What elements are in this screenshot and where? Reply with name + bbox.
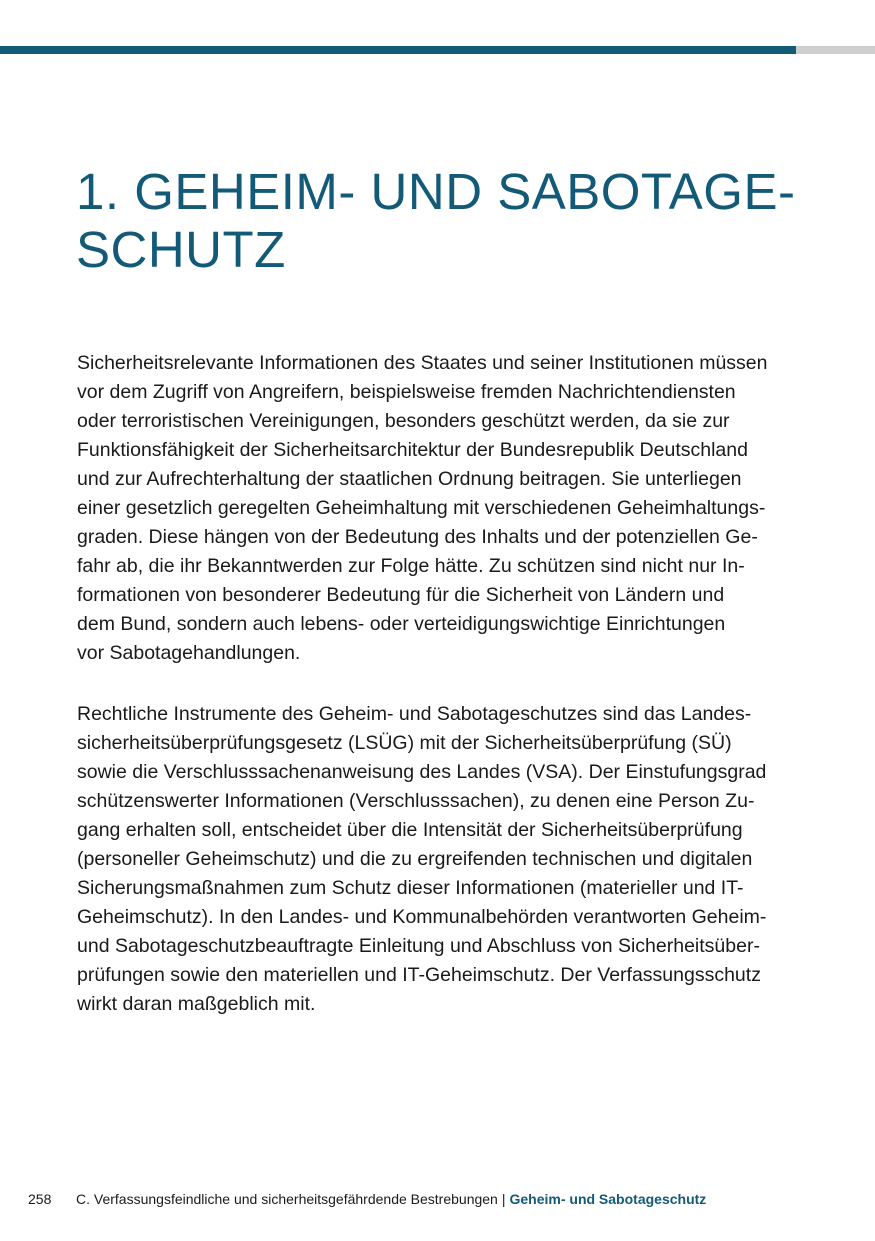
text-line: dem Bund, sondern auch lebens- oder verteidigungswichtige Einrichtungen bbox=[77, 613, 726, 635]
header-accent-rule bbox=[0, 46, 796, 54]
text-line: Sicherheitsrelevante Informationen des Staates und seiner Institutionen müssen bbox=[77, 352, 768, 374]
body-paragraph bbox=[77, 349, 797, 668]
text-line: fahr ab, die ihr Bekanntwerden zur Folge hätte. Zu schützen sind nicht nur In- bbox=[77, 555, 745, 577]
text-line: schützenswerter Informationen (Verschlusssachen), zu denen eine Person Zu- bbox=[77, 790, 755, 812]
chapter-title-line: 1. GEHEIM- UND SABOTAGE- bbox=[76, 163, 796, 220]
text-line: vor Sabotagehandlungen. bbox=[77, 642, 301, 664]
text-line: Geheimschutz). In den Landes- und Kommunalbehörden verantworten Geheim- bbox=[77, 906, 767, 928]
page-footer bbox=[28, 1189, 848, 1209]
header-grey-rule bbox=[796, 46, 875, 54]
text-line: Funktionsfähigkeit der Sicherheitsarchitektur der Bundesrepublik Deutschland bbox=[77, 439, 748, 461]
text-line: oder terroristischen Vereinigungen, besonders geschützt werden, da sie zur bbox=[77, 410, 730, 432]
text-line: sowie die Verschlusssachenanweisung des Landes (VSA). Der Einstufungsgrad bbox=[77, 761, 767, 783]
footer-section: C. Verfassungsfeindliche und sicherheitsgefährdende Bestrebungen bbox=[76, 1191, 498, 1207]
text-line: gang erhalten soll, entscheidet über die Intensität der Sicherheitsüberprüfung bbox=[77, 819, 743, 841]
body-paragraph bbox=[77, 700, 797, 1019]
text-line: vor dem Zugriff von Angreifern, beispielsweise fremden Nachrichtendiensten bbox=[77, 381, 736, 403]
page-number: 258 bbox=[28, 1191, 52, 1207]
footer-current-chapter: Geheim- und Sabotageschutz bbox=[509, 1191, 707, 1207]
text-line: formationen von besonderer Bedeutung für die Sicherheit von Ländern und bbox=[77, 584, 725, 606]
footer-separator: | bbox=[501, 1191, 506, 1207]
text-line: und Sabotageschutzbeauftragte Einleitung und Abschluss von Sicherheitsüber- bbox=[77, 935, 760, 957]
text-line: graden. Diese hängen von der Bedeutung des Inhalts und der potenziellen Ge- bbox=[77, 526, 758, 548]
text-line: Sicherungsmaßnahmen zum Schutz dieser Informationen (materieller und IT- bbox=[77, 877, 744, 899]
text-line: wirkt daran maßgeblich mit. bbox=[77, 993, 316, 1015]
text-line: einer gesetzlich geregelten Geheimhaltung mit verschiedenen Geheimhaltungs- bbox=[77, 497, 766, 519]
text-line: prüfungen sowie den materiellen und IT-Geheimschutz. Der Verfassungsschutz bbox=[77, 964, 761, 986]
chapter-title-line: SCHUTZ bbox=[76, 221, 286, 278]
chapter-title bbox=[76, 163, 836, 279]
text-line: und zur Aufrechterhaltung der staatlichen Ordnung beitragen. Sie unterliegen bbox=[77, 468, 742, 490]
text-line: Rechtliche Instrumente des Geheim- und Sabotageschutzes sind das Landes- bbox=[77, 703, 752, 725]
text-line: sicherheitsüberprüfungsgesetz (LSÜG) mit der Sicherheitsüberprüfung (SÜ) bbox=[77, 732, 732, 754]
text-line: (personeller Geheimschutz) und die zu ergreifenden technischen und digitalen bbox=[77, 848, 753, 870]
